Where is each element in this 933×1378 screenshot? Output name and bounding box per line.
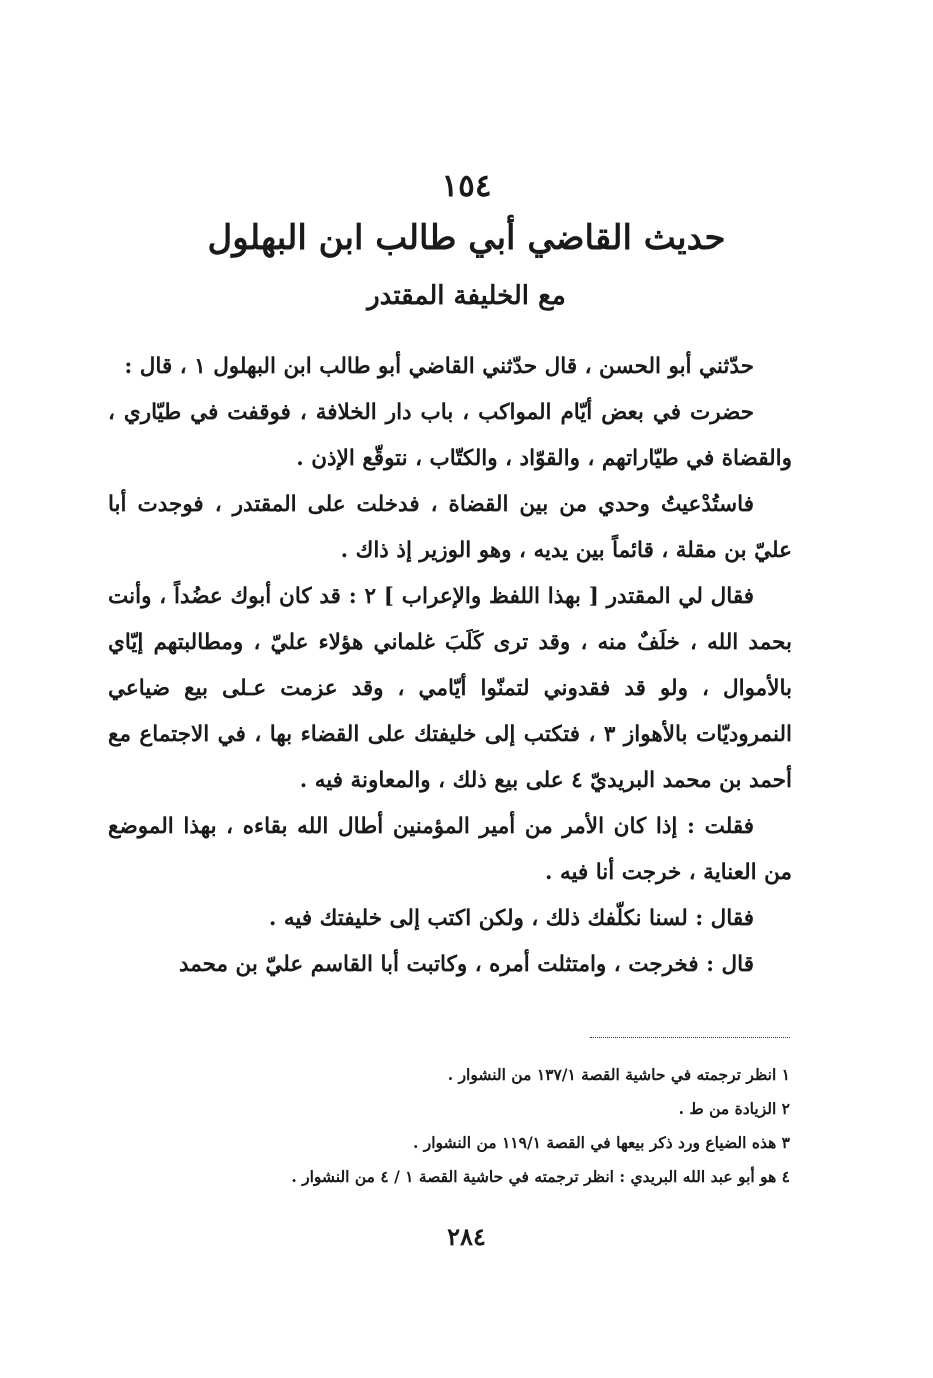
story-body: [108, 344, 792, 988]
footnote-divider: [590, 1037, 790, 1038]
paragraph-7: قال : فخرجت ، وامتثلت أمره ، وكاتبت أبا القاسم عليّ بن محمد: [178, 952, 754, 977]
paragraph-2: حضرت في بعض أيّام المواكب ، باب دار الخلافة ، فوقفت في طيّاري ، والقضاة في طيّاراتهم ، والقوّاد ، والكتّاب ، نتوقّع الإذن .: [108, 400, 792, 471]
page-number: ٢٨٤: [447, 1222, 486, 1251]
paragraph-1: حدّثني أبو الحسن ، قال حدّثني القاضي أبو طالب ابن البهلول ١ ، قال :: [124, 354, 754, 379]
paragraph-3: فاستُدْعيتُ وحدي من بين القضاة ، فدخلت على المقتدر ، فوجدت أبا عليّ بن مقلة ، قائماً بين يديه ، وهو الوزير إذ ذاك .: [108, 492, 792, 563]
footnote-1: ١ انظر ترجمته في حاشية القصة ١٣٧/١ من النشوار .: [447, 1065, 790, 1084]
footnote-4: ٤ هو أبو عبد الله البريدي : انظر ترجمته في حاشية القصة ١ / ٤ من النشوار .: [291, 1167, 790, 1186]
footnotes: [180, 1058, 790, 1194]
paragraph-4: فقال لي المقتدر [ بهذا اللفظ والإعراب ] ٢ : قد كان أبوك عضُداً ، وأنت بحمد الله ، خلَفٌ منه ، وقد ترى كَلَبَ غلماني هؤلاء عليّ ، ومطالبتهم إيّاي بالأموال ، ولو قد فقدوني لتمنّوا أيّامي ، وقد عزمت عـلى بيع ضياعي النمروديّات بالأهواز ٣ ، فتكتب إلى خليفتك على القضاء بها ، في الاجتماع مع أحمد بن محمد البريديّ ٤ على بيع ذلك ، والمعاونة فيه .: [108, 584, 792, 793]
footnote-2: ٢ الزيادة من ط .: [678, 1099, 790, 1118]
paragraph-6: فقال : لسنا نكلّفك ذلك ، ولكن اكتب إلى خليفتك فيه .: [268, 906, 754, 931]
page-subtitle: مع الخليفة المقتدر: [367, 281, 566, 311]
footnote-3: ٣ هذه الضياع ورد ذكر بيعها في القصة ١١٩/١ من النشوار .: [412, 1133, 790, 1152]
story-number: ١٥٤: [441, 168, 492, 204]
paragraph-5: فقلت : إذا كان الأمر من أمير المؤمنين أطال الله بقاءه ، بهذا الموضع من العناية ، خرجت أنا فيه .: [108, 814, 792, 885]
page-title: حديث القاضي أبي طالب ابن البهلول: [207, 218, 726, 258]
